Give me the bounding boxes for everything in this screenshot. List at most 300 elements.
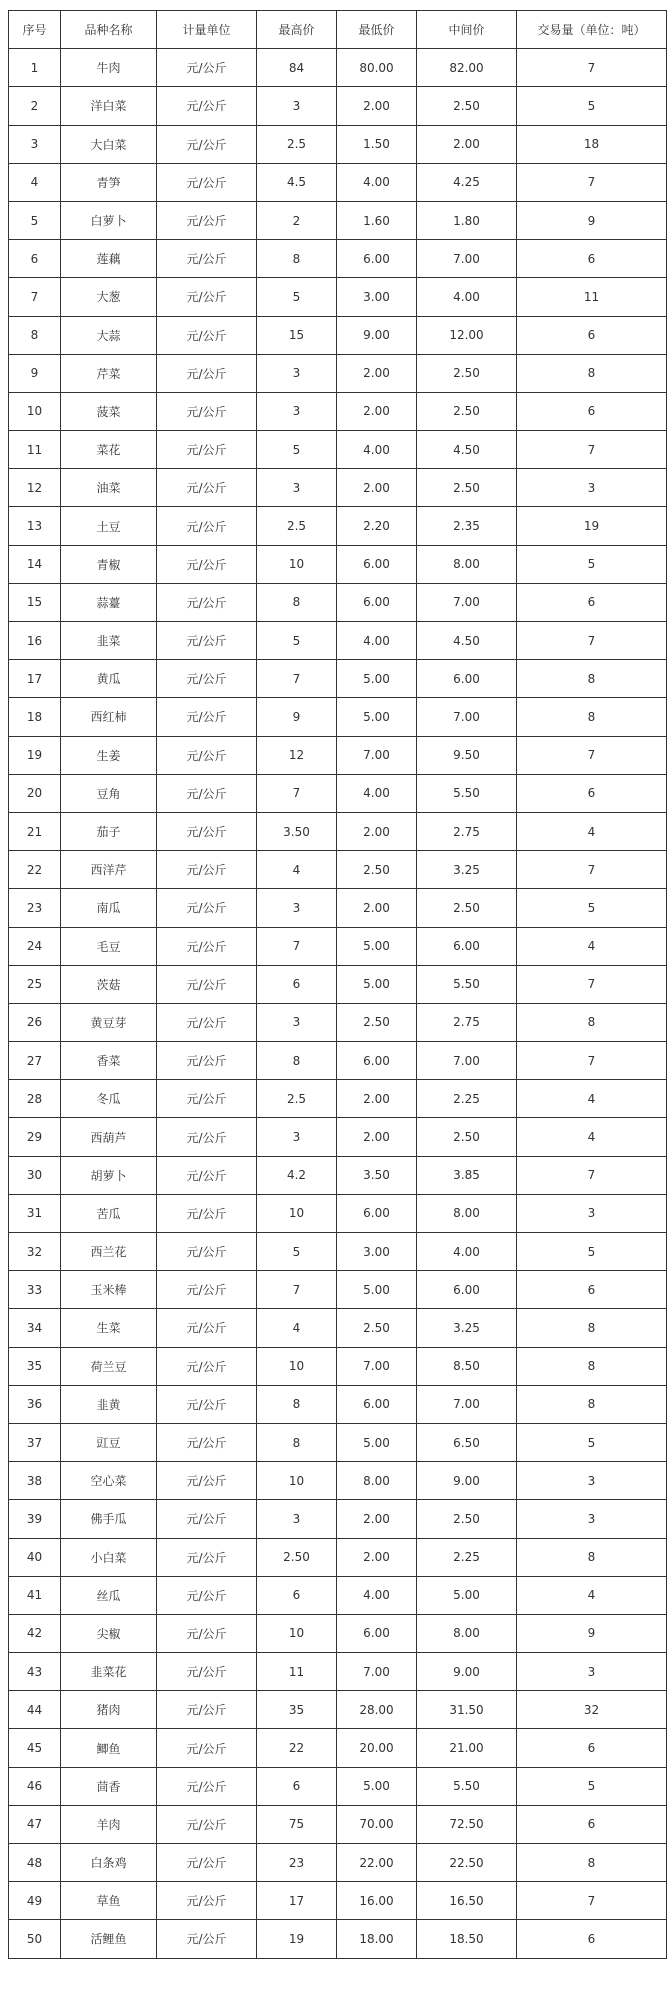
cell-max-price: 7 xyxy=(257,660,337,698)
table-row xyxy=(9,1767,667,1805)
cell-index: 29 xyxy=(9,1118,61,1156)
cell-name: 芹菜 xyxy=(61,354,157,392)
cell-unit: 元/公斤 xyxy=(157,316,257,354)
table-row xyxy=(9,1271,667,1309)
table-row xyxy=(9,1423,667,1461)
cell-volume: 3 xyxy=(517,1194,667,1232)
cell-unit: 元/公斤 xyxy=(157,392,257,430)
table-row xyxy=(9,1347,667,1385)
table-row xyxy=(9,774,667,812)
cell-min-price: 1.50 xyxy=(337,125,417,163)
header-unit: 计量单位 xyxy=(157,11,257,49)
cell-max-price: 75 xyxy=(257,1805,337,1843)
cell-volume: 3 xyxy=(517,1462,667,1500)
table-row xyxy=(9,851,667,889)
cell-volume: 8 xyxy=(517,1309,667,1347)
cell-max-price: 7 xyxy=(257,774,337,812)
cell-index: 14 xyxy=(9,545,61,583)
table-row xyxy=(9,507,667,545)
cell-unit: 元/公斤 xyxy=(157,736,257,774)
cell-volume: 3 xyxy=(517,1500,667,1538)
cell-unit: 元/公斤 xyxy=(157,278,257,316)
table-row xyxy=(9,49,667,87)
cell-index: 18 xyxy=(9,698,61,736)
cell-index: 48 xyxy=(9,1844,61,1882)
cell-min-price: 6.00 xyxy=(337,240,417,278)
cell-name: 莲藕 xyxy=(61,240,157,278)
cell-unit: 元/公斤 xyxy=(157,1844,257,1882)
cell-unit: 元/公斤 xyxy=(157,1882,257,1920)
cell-max-price: 6 xyxy=(257,965,337,1003)
table-row xyxy=(9,927,667,965)
cell-mid-price: 2.50 xyxy=(417,87,517,125)
cell-index: 38 xyxy=(9,1462,61,1500)
cell-name: 大白菜 xyxy=(61,125,157,163)
cell-min-price: 4.00 xyxy=(337,1576,417,1614)
cell-volume: 8 xyxy=(517,354,667,392)
cell-max-price: 9 xyxy=(257,698,337,736)
cell-min-price: 2.50 xyxy=(337,1003,417,1041)
cell-max-price: 2.5 xyxy=(257,507,337,545)
cell-unit: 元/公斤 xyxy=(157,965,257,1003)
cell-index: 30 xyxy=(9,1156,61,1194)
table-row xyxy=(9,1805,667,1843)
cell-index: 24 xyxy=(9,927,61,965)
cell-min-price: 2.20 xyxy=(337,507,417,545)
cell-volume: 7 xyxy=(517,736,667,774)
cell-max-price: 8 xyxy=(257,1042,337,1080)
cell-mid-price: 2.50 xyxy=(417,392,517,430)
cell-name: 菠菜 xyxy=(61,392,157,430)
cell-max-price: 3 xyxy=(257,1003,337,1041)
cell-index: 13 xyxy=(9,507,61,545)
cell-mid-price: 4.00 xyxy=(417,278,517,316)
cell-name: 尖椒 xyxy=(61,1614,157,1652)
cell-volume: 5 xyxy=(517,1767,667,1805)
cell-volume: 3 xyxy=(517,469,667,507)
cell-min-price: 2.00 xyxy=(337,1080,417,1118)
cell-min-price: 2.00 xyxy=(337,1500,417,1538)
cell-min-price: 7.00 xyxy=(337,736,417,774)
cell-unit: 元/公斤 xyxy=(157,1805,257,1843)
cell-unit: 元/公斤 xyxy=(157,1691,257,1729)
table-row xyxy=(9,1653,667,1691)
cell-name: 蒜薹 xyxy=(61,583,157,621)
cell-index: 17 xyxy=(9,660,61,698)
cell-max-price: 11 xyxy=(257,1653,337,1691)
cell-name: 茨菇 xyxy=(61,965,157,1003)
cell-name: 韭黄 xyxy=(61,1385,157,1423)
table-body xyxy=(9,49,667,1958)
cell-unit: 元/公斤 xyxy=(157,851,257,889)
cell-max-price: 4 xyxy=(257,851,337,889)
cell-name: 豇豆 xyxy=(61,1423,157,1461)
cell-min-price: 2.00 xyxy=(337,87,417,125)
cell-index: 39 xyxy=(9,1500,61,1538)
cell-mid-price: 4.25 xyxy=(417,163,517,201)
cell-mid-price: 5.50 xyxy=(417,965,517,1003)
table-row xyxy=(9,1882,667,1920)
cell-unit: 元/公斤 xyxy=(157,927,257,965)
cell-name: 苦瓜 xyxy=(61,1194,157,1232)
cell-index: 11 xyxy=(9,431,61,469)
cell-max-price: 4 xyxy=(257,1309,337,1347)
cell-name: 荷兰豆 xyxy=(61,1347,157,1385)
cell-max-price: 3.50 xyxy=(257,812,337,850)
cell-mid-price: 3.85 xyxy=(417,1156,517,1194)
cell-volume: 7 xyxy=(517,965,667,1003)
cell-min-price: 2.00 xyxy=(337,392,417,430)
cell-index: 4 xyxy=(9,163,61,201)
cell-min-price: 1.60 xyxy=(337,201,417,239)
cell-mid-price: 2.35 xyxy=(417,507,517,545)
cell-index: 40 xyxy=(9,1538,61,1576)
cell-volume: 8 xyxy=(517,1003,667,1041)
cell-name: 毛豆 xyxy=(61,927,157,965)
cell-max-price: 35 xyxy=(257,1691,337,1729)
header-max-price: 最高价 xyxy=(257,11,337,49)
cell-mid-price: 3.25 xyxy=(417,1309,517,1347)
cell-name: 茄子 xyxy=(61,812,157,850)
cell-unit: 元/公斤 xyxy=(157,354,257,392)
cell-name: 活鲤鱼 xyxy=(61,1920,157,1958)
cell-unit: 元/公斤 xyxy=(157,698,257,736)
cell-name: 青笋 xyxy=(61,163,157,201)
cell-max-price: 2.50 xyxy=(257,1538,337,1576)
cell-min-price: 2.50 xyxy=(337,1309,417,1347)
cell-mid-price: 5.00 xyxy=(417,1576,517,1614)
cell-index: 43 xyxy=(9,1653,61,1691)
cell-mid-price: 4.50 xyxy=(417,431,517,469)
cell-name: 西红柿 xyxy=(61,698,157,736)
cell-min-price: 80.00 xyxy=(337,49,417,87)
cell-index: 27 xyxy=(9,1042,61,1080)
cell-index: 25 xyxy=(9,965,61,1003)
cell-name: 大蒜 xyxy=(61,316,157,354)
cell-mid-price: 2.25 xyxy=(417,1080,517,1118)
cell-index: 8 xyxy=(9,316,61,354)
cell-min-price: 16.00 xyxy=(337,1882,417,1920)
cell-name: 菜花 xyxy=(61,431,157,469)
cell-min-price: 2.00 xyxy=(337,1538,417,1576)
cell-unit: 元/公斤 xyxy=(157,1003,257,1041)
cell-max-price: 23 xyxy=(257,1844,337,1882)
cell-name: 西洋芹 xyxy=(61,851,157,889)
cell-name: 青椒 xyxy=(61,545,157,583)
cell-volume: 9 xyxy=(517,1614,667,1652)
cell-index: 21 xyxy=(9,812,61,850)
cell-mid-price: 8.50 xyxy=(417,1347,517,1385)
cell-max-price: 10 xyxy=(257,1462,337,1500)
cell-max-price: 3 xyxy=(257,87,337,125)
cell-max-price: 6 xyxy=(257,1576,337,1614)
cell-min-price: 8.00 xyxy=(337,1462,417,1500)
cell-index: 23 xyxy=(9,889,61,927)
table-header-row xyxy=(9,11,667,49)
cell-volume: 7 xyxy=(517,1882,667,1920)
cell-mid-price: 2.75 xyxy=(417,1003,517,1041)
cell-index: 42 xyxy=(9,1614,61,1652)
cell-name: 南瓜 xyxy=(61,889,157,927)
cell-mid-price: 5.50 xyxy=(417,774,517,812)
cell-min-price: 5.00 xyxy=(337,927,417,965)
table-row xyxy=(9,1385,667,1423)
cell-max-price: 7 xyxy=(257,927,337,965)
cell-min-price: 2.00 xyxy=(337,1118,417,1156)
table-row xyxy=(9,812,667,850)
cell-unit: 元/公斤 xyxy=(157,583,257,621)
cell-index: 15 xyxy=(9,583,61,621)
cell-unit: 元/公斤 xyxy=(157,1385,257,1423)
cell-volume: 7 xyxy=(517,1042,667,1080)
cell-min-price: 2.50 xyxy=(337,851,417,889)
cell-name: 生姜 xyxy=(61,736,157,774)
cell-name: 土豆 xyxy=(61,507,157,545)
cell-name: 牛肉 xyxy=(61,49,157,87)
cell-min-price: 2.00 xyxy=(337,812,417,850)
cell-index: 31 xyxy=(9,1194,61,1232)
cell-min-price: 4.00 xyxy=(337,163,417,201)
cell-mid-price: 8.00 xyxy=(417,1614,517,1652)
cell-min-price: 20.00 xyxy=(337,1729,417,1767)
cell-name: 大葱 xyxy=(61,278,157,316)
cell-volume: 19 xyxy=(517,507,667,545)
cell-unit: 元/公斤 xyxy=(157,1576,257,1614)
cell-mid-price: 82.00 xyxy=(417,49,517,87)
cell-mid-price: 31.50 xyxy=(417,1691,517,1729)
cell-mid-price: 72.50 xyxy=(417,1805,517,1843)
cell-index: 35 xyxy=(9,1347,61,1385)
cell-index: 16 xyxy=(9,622,61,660)
cell-unit: 元/公斤 xyxy=(157,1156,257,1194)
cell-min-price: 4.00 xyxy=(337,774,417,812)
table-row xyxy=(9,1462,667,1500)
cell-name: 胡萝卜 xyxy=(61,1156,157,1194)
cell-name: 茴香 xyxy=(61,1767,157,1805)
cell-unit: 元/公斤 xyxy=(157,660,257,698)
header-volume: 交易量（单位：吨） xyxy=(517,11,667,49)
table-row xyxy=(9,392,667,430)
cell-mid-price: 2.00 xyxy=(417,125,517,163)
cell-volume: 5 xyxy=(517,889,667,927)
cell-mid-price: 18.50 xyxy=(417,1920,517,1958)
cell-unit: 元/公斤 xyxy=(157,1042,257,1080)
cell-mid-price: 4.00 xyxy=(417,1233,517,1271)
table-row xyxy=(9,240,667,278)
cell-unit: 元/公斤 xyxy=(157,1500,257,1538)
cell-name: 油菜 xyxy=(61,469,157,507)
cell-max-price: 10 xyxy=(257,1194,337,1232)
cell-volume: 7 xyxy=(517,622,667,660)
cell-volume: 18 xyxy=(517,125,667,163)
cell-unit: 元/公斤 xyxy=(157,1233,257,1271)
table-row xyxy=(9,965,667,1003)
cell-unit: 元/公斤 xyxy=(157,1271,257,1309)
cell-mid-price: 7.00 xyxy=(417,1042,517,1080)
cell-volume: 6 xyxy=(517,583,667,621)
table-row xyxy=(9,1844,667,1882)
cell-volume: 8 xyxy=(517,1385,667,1423)
cell-name: 豆角 xyxy=(61,774,157,812)
cell-min-price: 5.00 xyxy=(337,965,417,1003)
cell-name: 佛手瓜 xyxy=(61,1500,157,1538)
table-row xyxy=(9,1080,667,1118)
table-row xyxy=(9,1920,667,1958)
cell-volume: 6 xyxy=(517,392,667,430)
table-row xyxy=(9,698,667,736)
cell-index: 37 xyxy=(9,1423,61,1461)
cell-min-price: 7.00 xyxy=(337,1347,417,1385)
cell-name: 白条鸡 xyxy=(61,1844,157,1882)
cell-min-price: 4.00 xyxy=(337,622,417,660)
cell-name: 草鱼 xyxy=(61,1882,157,1920)
cell-index: 22 xyxy=(9,851,61,889)
cell-index: 10 xyxy=(9,392,61,430)
cell-volume: 5 xyxy=(517,1233,667,1271)
table-row xyxy=(9,469,667,507)
cell-mid-price: 7.00 xyxy=(417,583,517,621)
cell-max-price: 15 xyxy=(257,316,337,354)
cell-mid-price: 12.00 xyxy=(417,316,517,354)
cell-name: 羊肉 xyxy=(61,1805,157,1843)
cell-unit: 元/公斤 xyxy=(157,1423,257,1461)
cell-index: 1 xyxy=(9,49,61,87)
cell-mid-price: 5.50 xyxy=(417,1767,517,1805)
cell-mid-price: 8.00 xyxy=(417,545,517,583)
cell-min-price: 6.00 xyxy=(337,583,417,621)
cell-min-price: 3.00 xyxy=(337,1233,417,1271)
cell-max-price: 84 xyxy=(257,49,337,87)
cell-max-price: 2 xyxy=(257,201,337,239)
cell-max-price: 3 xyxy=(257,1118,337,1156)
cell-max-price: 3 xyxy=(257,392,337,430)
table-row xyxy=(9,889,667,927)
cell-index: 7 xyxy=(9,278,61,316)
cell-unit: 元/公斤 xyxy=(157,1729,257,1767)
cell-max-price: 6 xyxy=(257,1767,337,1805)
cell-index: 34 xyxy=(9,1309,61,1347)
cell-min-price: 9.00 xyxy=(337,316,417,354)
cell-max-price: 4.2 xyxy=(257,1156,337,1194)
cell-min-price: 6.00 xyxy=(337,545,417,583)
table-row xyxy=(9,1156,667,1194)
cell-unit: 元/公斤 xyxy=(157,1614,257,1652)
cell-mid-price: 2.25 xyxy=(417,1538,517,1576)
table-row xyxy=(9,736,667,774)
header-min-price: 最低价 xyxy=(337,11,417,49)
cell-min-price: 5.00 xyxy=(337,1271,417,1309)
cell-volume: 6 xyxy=(517,240,667,278)
cell-max-price: 22 xyxy=(257,1729,337,1767)
cell-mid-price: 7.00 xyxy=(417,1385,517,1423)
cell-max-price: 5 xyxy=(257,622,337,660)
table-row xyxy=(9,1729,667,1767)
cell-unit: 元/公斤 xyxy=(157,201,257,239)
cell-mid-price: 2.50 xyxy=(417,889,517,927)
table-row xyxy=(9,1309,667,1347)
cell-mid-price: 2.50 xyxy=(417,1500,517,1538)
cell-unit: 元/公斤 xyxy=(157,812,257,850)
table-row xyxy=(9,1003,667,1041)
table-row xyxy=(9,583,667,621)
cell-max-price: 3 xyxy=(257,1500,337,1538)
cell-name: 韭菜 xyxy=(61,622,157,660)
cell-volume: 4 xyxy=(517,1118,667,1156)
cell-volume: 6 xyxy=(517,1271,667,1309)
table-row xyxy=(9,545,667,583)
cell-volume: 7 xyxy=(517,1156,667,1194)
cell-volume: 3 xyxy=(517,1653,667,1691)
price-table xyxy=(8,10,667,1959)
cell-max-price: 3 xyxy=(257,889,337,927)
cell-max-price: 10 xyxy=(257,1614,337,1652)
header-mid-price: 中间价 xyxy=(417,11,517,49)
cell-unit: 元/公斤 xyxy=(157,545,257,583)
cell-name: 香菜 xyxy=(61,1042,157,1080)
cell-mid-price: 2.50 xyxy=(417,469,517,507)
cell-max-price: 10 xyxy=(257,1347,337,1385)
cell-name: 空心菜 xyxy=(61,1462,157,1500)
cell-unit: 元/公斤 xyxy=(157,1767,257,1805)
cell-index: 28 xyxy=(9,1080,61,1118)
cell-index: 5 xyxy=(9,201,61,239)
cell-volume: 6 xyxy=(517,1729,667,1767)
cell-mid-price: 9.00 xyxy=(417,1462,517,1500)
cell-min-price: 6.00 xyxy=(337,1614,417,1652)
cell-name: 韭菜花 xyxy=(61,1653,157,1691)
cell-max-price: 17 xyxy=(257,1882,337,1920)
cell-min-price: 4.00 xyxy=(337,431,417,469)
cell-mid-price: 7.00 xyxy=(417,698,517,736)
cell-volume: 4 xyxy=(517,1080,667,1118)
cell-index: 49 xyxy=(9,1882,61,1920)
cell-index: 33 xyxy=(9,1271,61,1309)
cell-min-price: 5.00 xyxy=(337,660,417,698)
table-row xyxy=(9,201,667,239)
table-row xyxy=(9,622,667,660)
cell-volume: 7 xyxy=(517,431,667,469)
cell-index: 9 xyxy=(9,354,61,392)
cell-min-price: 18.00 xyxy=(337,1920,417,1958)
cell-mid-price: 16.50 xyxy=(417,1882,517,1920)
cell-min-price: 5.00 xyxy=(337,698,417,736)
cell-min-price: 7.00 xyxy=(337,1653,417,1691)
cell-volume: 8 xyxy=(517,1844,667,1882)
cell-min-price: 2.00 xyxy=(337,354,417,392)
table-row xyxy=(9,125,667,163)
cell-max-price: 2.5 xyxy=(257,125,337,163)
cell-mid-price: 7.00 xyxy=(417,240,517,278)
cell-unit: 元/公斤 xyxy=(157,469,257,507)
cell-name: 鲫鱼 xyxy=(61,1729,157,1767)
cell-unit: 元/公斤 xyxy=(157,774,257,812)
cell-min-price: 3.50 xyxy=(337,1156,417,1194)
table-row xyxy=(9,1194,667,1232)
header-index: 序号 xyxy=(9,11,61,49)
cell-volume: 9 xyxy=(517,201,667,239)
cell-mid-price: 22.50 xyxy=(417,1844,517,1882)
cell-min-price: 5.00 xyxy=(337,1423,417,1461)
cell-index: 6 xyxy=(9,240,61,278)
cell-max-price: 8 xyxy=(257,1423,337,1461)
cell-min-price: 6.00 xyxy=(337,1194,417,1232)
cell-volume: 7 xyxy=(517,851,667,889)
table-row xyxy=(9,1233,667,1271)
cell-name: 生菜 xyxy=(61,1309,157,1347)
cell-mid-price: 6.50 xyxy=(417,1423,517,1461)
cell-mid-price: 6.00 xyxy=(417,660,517,698)
cell-mid-price: 1.80 xyxy=(417,201,517,239)
